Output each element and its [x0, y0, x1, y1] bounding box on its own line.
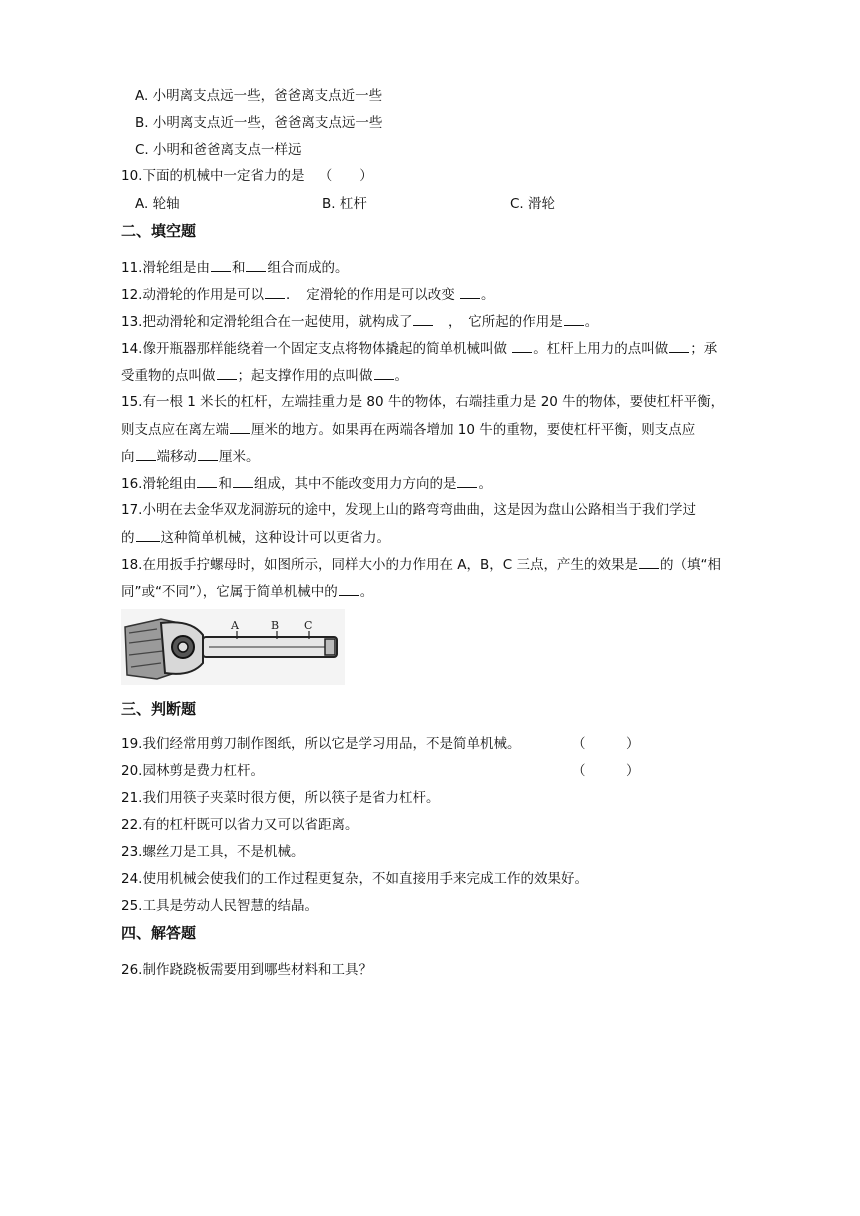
q12-blank-1: [265, 284, 285, 299]
q26: 26.制作跷跷板需要用到哪些材料和工具？: [121, 962, 372, 978]
q9-option-a: A. 小明离支点远一些，爸爸离支点近一些: [135, 88, 383, 104]
q10-stem-text: 10.下面的机械中一定省力的是: [121, 168, 305, 184]
q20: 20.园林剪是费力杠杆。: [121, 763, 264, 779]
q14-line-2: [121, 365, 408, 386]
q16: [121, 473, 492, 494]
q14-blank-1: [512, 338, 532, 353]
q10-option-c: C. 滑轮: [510, 196, 556, 212]
q22: 22.有的杠杆既可以省力又可以省距离。: [121, 817, 359, 833]
q10-answer-paren: （ ）: [318, 168, 373, 184]
q15-blank-3: [198, 446, 218, 461]
q15-text-2: 厘米的地方。如果再在两端各增加 10 牛的重物，要使杠杆平衡，则支点应: [251, 422, 696, 438]
q15-text-4: 端移动: [156, 449, 197, 465]
q18-line-2: [121, 581, 373, 602]
q13-text-1: 13.把动滑轮和定滑轮组合在一起使用，就构成了: [121, 314, 413, 330]
q13-blank-1: [413, 311, 433, 326]
point-c-label: C: [304, 619, 313, 632]
q12-text-1: 12.动滑轮的作用是可以: [121, 287, 264, 303]
q15-line-1: 15.有一根 1 米长的杠杆，左端挂重力是 80 牛的物体，右端挂重力是 20 牛的物体，要使杠杆平衡，: [121, 394, 725, 410]
q12-text-2: ． 定滑轮的作用是可以改变: [285, 287, 460, 303]
q24: 24.使用机械会使我们的工作过程更复杂，不如直接用手来完成工作的效果好。: [121, 871, 588, 887]
q12-text-3: 。: [481, 287, 495, 303]
point-a-label: A: [231, 619, 239, 632]
q13-blank-2: [564, 311, 584, 326]
q17-line-2: [121, 527, 390, 548]
q18-text-1: 18.在用扳手拧螺母时，如图所示，同样大小的力作用在 A，B，C 三点，产生的效果是: [121, 557, 638, 573]
wrench-figure: [121, 609, 345, 685]
q14-text-2: 。杠杆上用力的点叫做: [533, 341, 669, 357]
section-title-judgement: 三、判断题: [121, 700, 197, 718]
q14-text-5: ；起支撑作用的点叫做: [237, 368, 373, 384]
q13-text-2: ， 它所起的作用是: [434, 314, 563, 330]
q11-blank-2: [246, 257, 266, 272]
q9-option-c: C. 小明和爸爸离支点一样远: [135, 142, 302, 158]
q21: 21.我们用筷子夹菜时很方便，所以筷子是省力杠杆。: [121, 790, 440, 806]
q15-line-2: [121, 419, 695, 440]
q15-text-1: 则支点应在离左端: [121, 422, 229, 438]
q16-text-3: 组成，其中不能改变用力方向的是: [253, 476, 457, 492]
q14-line-1: [121, 338, 717, 359]
q10-option-a: A. 轮轴: [135, 196, 180, 212]
q18-blank-1: [639, 554, 659, 569]
q14-text-3: ；承: [690, 341, 718, 357]
point-b-label: B: [271, 619, 280, 632]
q11-blank-1: [211, 257, 231, 272]
q20-answer-paren: （ ）: [572, 763, 640, 779]
q11-text-2: 和: [231, 260, 246, 276]
q17-text-2: 这种简单机械，这种设计可以更省力。: [160, 530, 390, 546]
q18-line-1: [121, 554, 721, 575]
q16-blank-2: [233, 473, 253, 488]
q23: 23.螺丝刀是工具，不是机械。: [121, 844, 305, 860]
q17-blank-1: [136, 527, 160, 542]
q10-option-b: B. 杠杆: [322, 196, 367, 212]
q19-answer-paren: （ ）: [572, 736, 640, 752]
q14-blank-2: [669, 338, 689, 353]
q15-blank-1: [230, 419, 250, 434]
q18-blank-2: [339, 581, 359, 596]
q14-blank-4: [374, 365, 394, 380]
q17-text-1: 的: [121, 530, 135, 546]
q16-blank-3: [457, 473, 477, 488]
q16-blank-1: [197, 473, 217, 488]
q18-text-2: 的（填“相: [659, 557, 721, 573]
q14-text-4: 受重物的点叫做: [121, 368, 216, 384]
q15-text-5: 厘米。: [219, 449, 260, 465]
q25: 25.工具是劳动人民智慧的结晶。: [121, 898, 318, 914]
q14-text-6: 。: [394, 368, 408, 384]
section-title-answer: 四、解答题: [121, 924, 197, 942]
q11-text-1: 11.滑轮组是由: [121, 260, 210, 276]
q18-text-3: 同”或“不同”），它属于简单机械中的: [121, 584, 338, 600]
q15-blank-2: [136, 446, 156, 461]
q16-text-4: 。: [478, 476, 492, 492]
q13: [121, 311, 598, 332]
q14-blank-3: [217, 365, 237, 380]
q12: [121, 284, 495, 305]
q14-text-1: 14.像开瓶器那样能绕着一个固定支点将物体撬起的简单机械叫做: [121, 341, 512, 357]
q12-blank-2: [460, 284, 480, 299]
q15-line-3: [121, 446, 260, 467]
section-title-fill-blank: 二、填空题: [121, 222, 197, 240]
q13-text-3: 。: [584, 314, 599, 330]
q11-text-3: 组合而成的。: [267, 260, 349, 276]
q17-line-1: 17.小明在去金华双龙洞游玩的途中，发现上山的路弯弯曲曲，这是因为盘山公路相当于我们学过: [121, 502, 696, 518]
q16-text-1: 16.滑轮组由: [121, 476, 197, 492]
q11: [121, 257, 348, 278]
q16-text-2: 和: [218, 476, 232, 492]
q19: 19.我们经常用剪刀制作图纸，所以它是学习用品，不是简单机械。: [121, 736, 521, 752]
q18-text-4: 。: [359, 584, 374, 600]
q9-option-b: B. 小明离支点近一些，爸爸离支点远一些: [135, 115, 383, 131]
q10-stem: [121, 166, 373, 186]
q15-text-3: 向: [121, 449, 135, 465]
